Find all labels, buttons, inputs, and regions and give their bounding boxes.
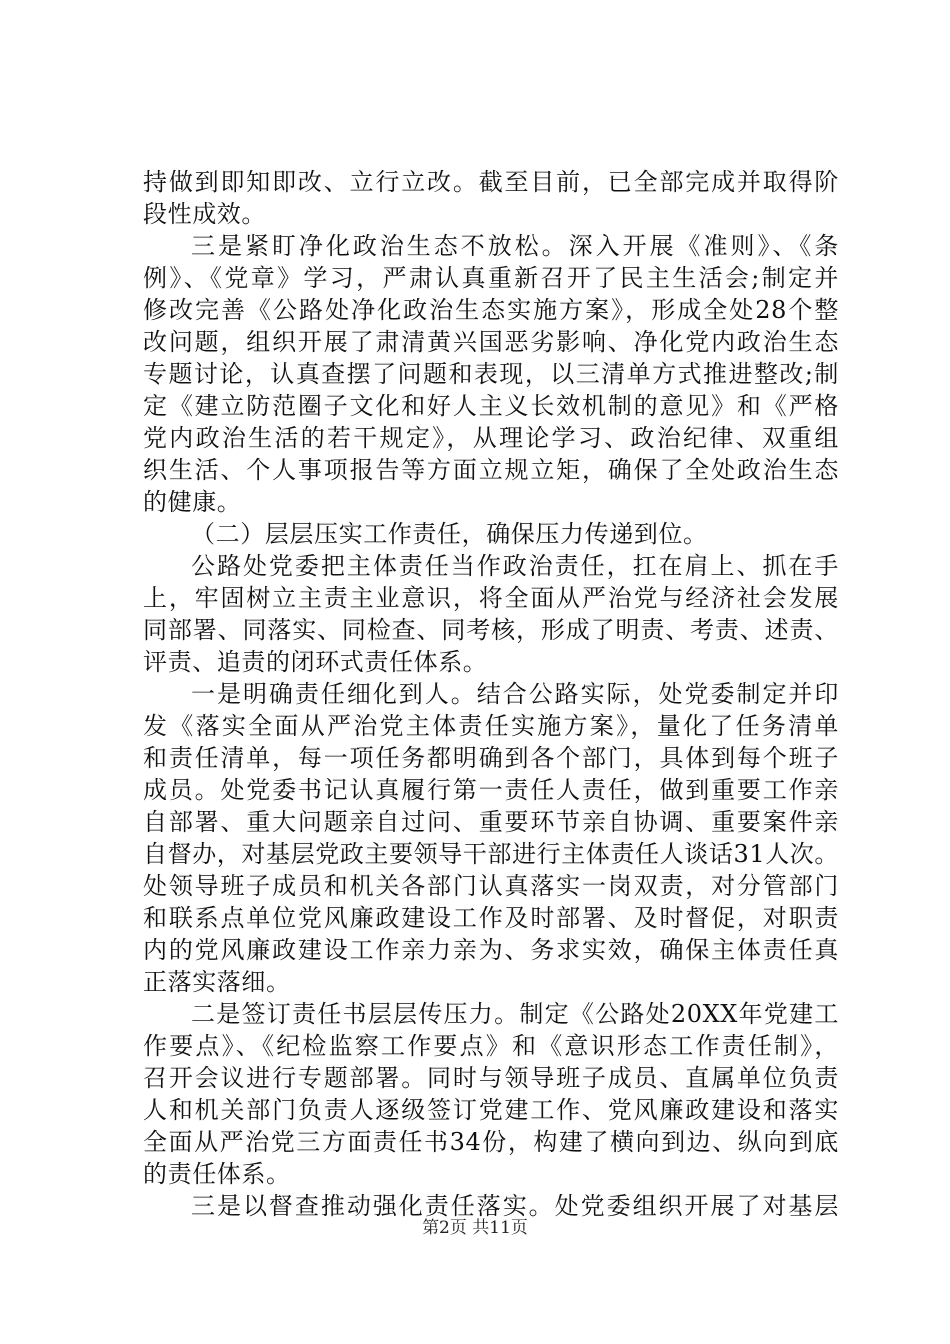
text-line: 的健康。: [143, 488, 242, 516]
text-line: 自部署、重大问题亲自过问、重要环节亲自协调、重要案件亲: [143, 808, 839, 836]
paragraph-first-line: 二是签订责任书层层传压力。制定《公路处20XX年党建工: [191, 1000, 839, 1028]
text-line: 的责任体系。: [143, 1160, 291, 1188]
text-line: 作要点》、《纪检监察工作要点》和《意识形态工作责任制》，: [143, 1032, 839, 1060]
text-line: 发《落实全面从严治党主体责任实施方案》，量化了任务清单: [143, 712, 839, 740]
text-line: 人和机关部门负责人逐级签订党建工作、党风廉政建设和落实: [143, 1096, 839, 1124]
text-line: 专题讨论，认真查摆了问题和表现，以三清单方式推进整改;制: [143, 360, 839, 388]
paragraph-first-line: 一是明确责任细化到人。结合公路实际，处党委制定并印: [191, 680, 839, 708]
text-line: 定《建立防范圈子文化和好人主义长效机制的意见》和《严格: [143, 392, 839, 420]
text-line: 和责任清单，每一项任务都明确到各个部门，具体到每个班子: [143, 744, 839, 772]
text-line: 修改完善《公路处净化政治生态实施方案》，形成全处28个整: [143, 296, 839, 324]
text-line: 党内政治生活的若干规定》，从理论学习、政治纪律、双重组: [143, 424, 839, 452]
text-line: 段性成效。: [143, 200, 266, 228]
text-line: 和联系点单位党风廉政建设工作及时部署、及时督促，对职责: [143, 904, 839, 932]
text-line: 上，牢固树立主责主业意识，将全面从严治党与经济社会发展: [143, 584, 839, 612]
paragraph-first-line: 三是紧盯净化政治生态不放松。深入开展《准则》、《条: [191, 232, 839, 260]
text-line: 评责、追责的闭环式责任体系。: [143, 648, 488, 676]
text-line: 召开会议进行专题部署。同时与领导班子成员、直属单位负责: [143, 1064, 839, 1092]
document-body: [143, 166, 839, 1222]
page-number-footer: 第2页 共11页: [422, 1218, 528, 1238]
paragraph-first-line: 三是以督查推动强化责任落实。处党委组织开展了对基层: [191, 1192, 839, 1220]
text-line: 自督办，对基层党政主要领导干部进行主体责任人谈话31人次。: [143, 840, 839, 868]
text-line: 同部署、同落实、同检查、同考核，形成了明责、考责、述责、: [143, 616, 839, 644]
text-line: 持做到即知即改、立行立改。截至目前，已全部完成并取得阶: [143, 168, 839, 196]
text-line: 成员。处党委书记认真履行第一责任人责任，做到重要工作亲: [143, 776, 839, 804]
text-line: 处领导班子成员和机关各部门认真落实一岗双责，对分管部门: [143, 872, 839, 900]
text-line: 正落实落细。: [143, 968, 291, 996]
section-heading: （二）层层压实工作责任，确保压力传递到位。: [191, 520, 708, 548]
text-line: 例》、《党章》学习，严肃认真重新召开了民主生活会;制定并: [143, 264, 839, 292]
text-line: 改问题，组织开展了肃清黄兴国恶劣影响、净化党内政治生态: [143, 328, 839, 356]
text-line: 织生活、个人事项报告等方面立规立矩，确保了全处政治生态: [143, 456, 839, 484]
paragraph-first-line: 公路处党委把主体责任当作政治责任，扛在肩上、抓在手: [191, 552, 839, 580]
text-line: 内的党风廉政建设工作亲力亲为、务求实效，确保主体责任真: [143, 936, 839, 964]
text-line: 全面从严治党三方面责任书34份，构建了横向到边、纵向到底: [143, 1128, 839, 1156]
